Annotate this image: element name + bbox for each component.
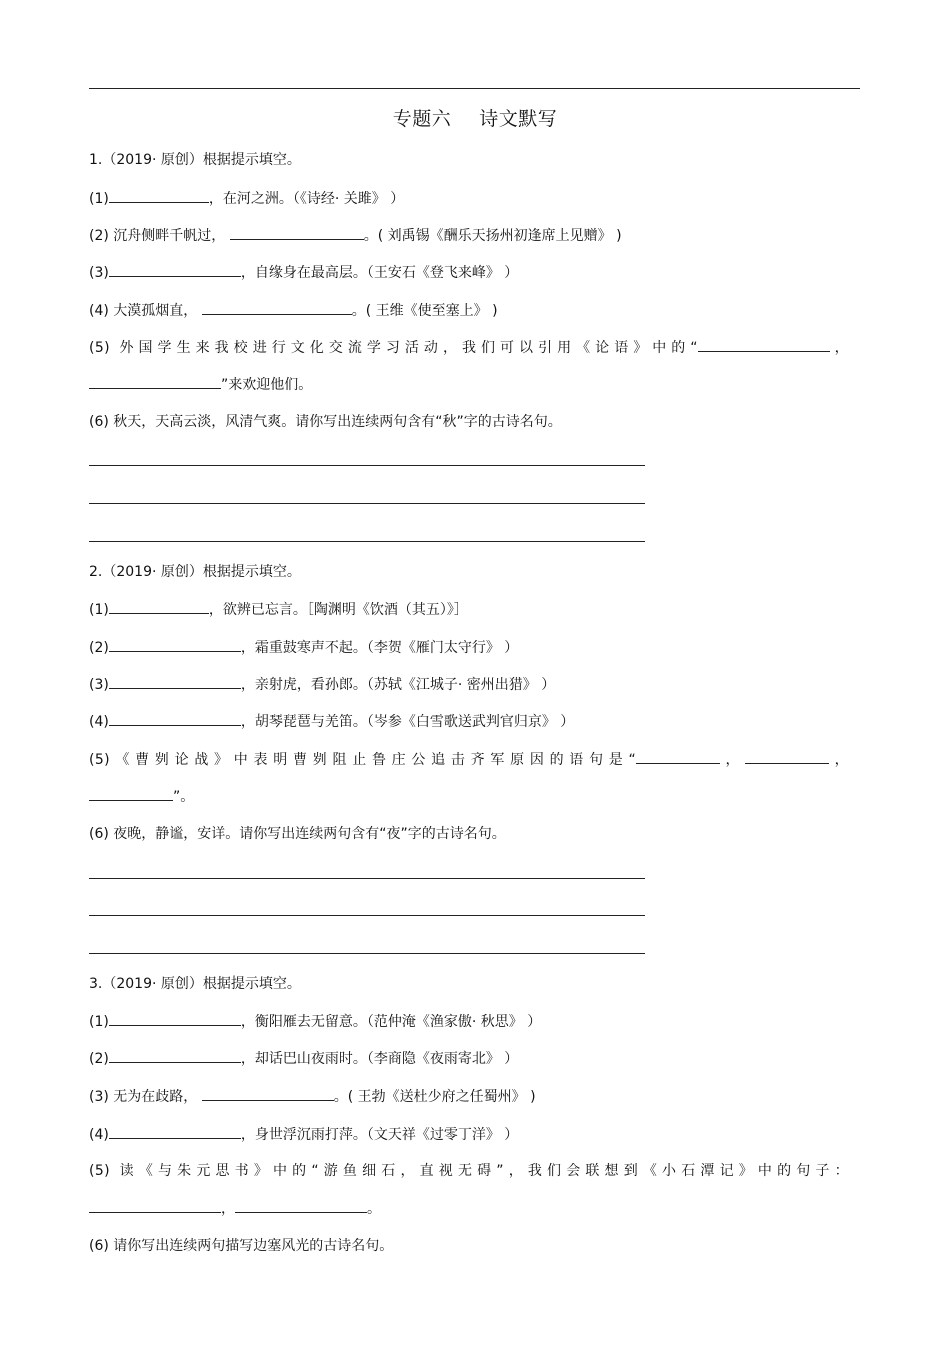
q2-item-4: (4) ，胡琴琵琶与羌笛。（岑参《白雪歌送武判官归京》 ）	[89, 711, 574, 732]
title-topic-name: 诗文默写	[479, 108, 558, 130]
q1-item-6: (6) 秋天，天高云淡，风清气爽。请你写出连续两句含有“秋”字的古诗名句。	[89, 414, 562, 430]
answer-line[interactable]	[89, 878, 645, 879]
q2-item-1: (1) ，欲辨已忘言。［陶渊明《饮酒（其五）》］	[89, 599, 468, 620]
q3-item-5-cont: ， 。	[89, 1198, 381, 1219]
page-title	[0, 104, 950, 131]
answer-line[interactable]	[89, 541, 645, 542]
q3-item-6: (6) 请你写出连续两句描写边塞风光的古诗名句。	[89, 1238, 394, 1254]
fill-blank[interactable]	[109, 674, 241, 689]
q2-item-5-cont: ”。	[89, 786, 194, 807]
fill-blank[interactable]	[109, 711, 241, 726]
q2-item-2: (2) ，霜重鼓寒声不起。（李贺《雁门太守行》 ）	[89, 637, 518, 658]
fill-blank[interactable]	[109, 637, 241, 652]
fill-blank[interactable]	[109, 1124, 241, 1139]
fill-blank[interactable]	[202, 300, 352, 315]
fill-blank[interactable]	[109, 262, 241, 277]
fill-blank[interactable]	[202, 1086, 334, 1101]
title-topic-number: 专题六	[392, 108, 452, 130]
q3-item-4: (4) ，身世浮沉雨打萍。（文天祥《过零丁洋》 ）	[89, 1124, 518, 1145]
q1-item-5-cont: ”来欢迎他们。	[89, 374, 312, 395]
q1-item-5: (5) 外国学生来我校进行文化交流学习活动，我们可以引用《论语》中的“ ，	[89, 337, 849, 358]
q1-item-4: (4) 大漠孤烟直， 。( 王维《使至塞上》 )	[89, 300, 498, 321]
fill-blank[interactable]	[636, 749, 720, 764]
q2-item-6: (6) 夜晚，静谧，安详。请你写出连续两句含有“夜”字的古诗名句。	[89, 826, 506, 842]
q3-item-3: (3) 无为在歧路， 。( 王勃《送杜少府之任蜀州》 )	[89, 1086, 536, 1107]
fill-blank[interactable]	[109, 188, 209, 203]
answer-line[interactable]	[89, 503, 645, 504]
header-rule	[89, 88, 860, 89]
fill-blank[interactable]	[89, 1198, 221, 1213]
answer-line[interactable]	[89, 953, 645, 954]
q1-heading: 1.（2019· 原创）根据提示填空。	[89, 152, 301, 168]
q3-item-1: (1) ，衡阳雁去无留意。（范仲淹《渔家傲· 秋思》 ）	[89, 1011, 541, 1032]
fill-blank[interactable]	[109, 1011, 241, 1026]
q2-item-5: (5)《曹刿论战》中表明曹刿阻止鲁庄公追击齐军原因的语句是“ ， ，	[89, 749, 849, 770]
q3-item-5: (5) 读《与朱元思书》中的“游鱼细石，直视无碍”，我们会联想到《小石潭记》中的句子：	[89, 1163, 849, 1179]
q2-heading: 2.（2019· 原创）根据提示填空。	[89, 564, 301, 580]
q3-heading: 3.（2019· 原创）根据提示填空。	[89, 976, 301, 992]
fill-blank[interactable]	[89, 786, 173, 801]
fill-blank[interactable]	[230, 225, 364, 240]
fill-blank[interactable]	[89, 374, 221, 389]
q1-item-1: (1) ，在河之洲。（《诗经· 关雎》 ）	[89, 188, 404, 209]
fill-blank[interactable]	[698, 337, 830, 352]
fill-blank[interactable]	[745, 749, 829, 764]
q1-item-3: (3) ，自缘身在最高层。（王安石《登飞来峰》 ）	[89, 262, 518, 283]
answer-line[interactable]	[89, 465, 645, 466]
fill-blank[interactable]	[109, 599, 209, 614]
fill-blank[interactable]	[235, 1198, 367, 1213]
q3-item-2: (2) ，却话巴山夜雨时。（李商隐《夜雨寄北》 ）	[89, 1048, 518, 1069]
q1-item-2: (2) 沉舟侧畔千帆过， 。( 刘禹锡《酬乐天扬州初逢席上见赠》 )	[89, 225, 622, 246]
fill-blank[interactable]	[109, 1048, 241, 1063]
q2-item-3: (3) ，亲射虎，看孙郎。（苏轼《江城子· 密州出猎》 ）	[89, 674, 555, 695]
answer-line[interactable]	[89, 915, 645, 916]
